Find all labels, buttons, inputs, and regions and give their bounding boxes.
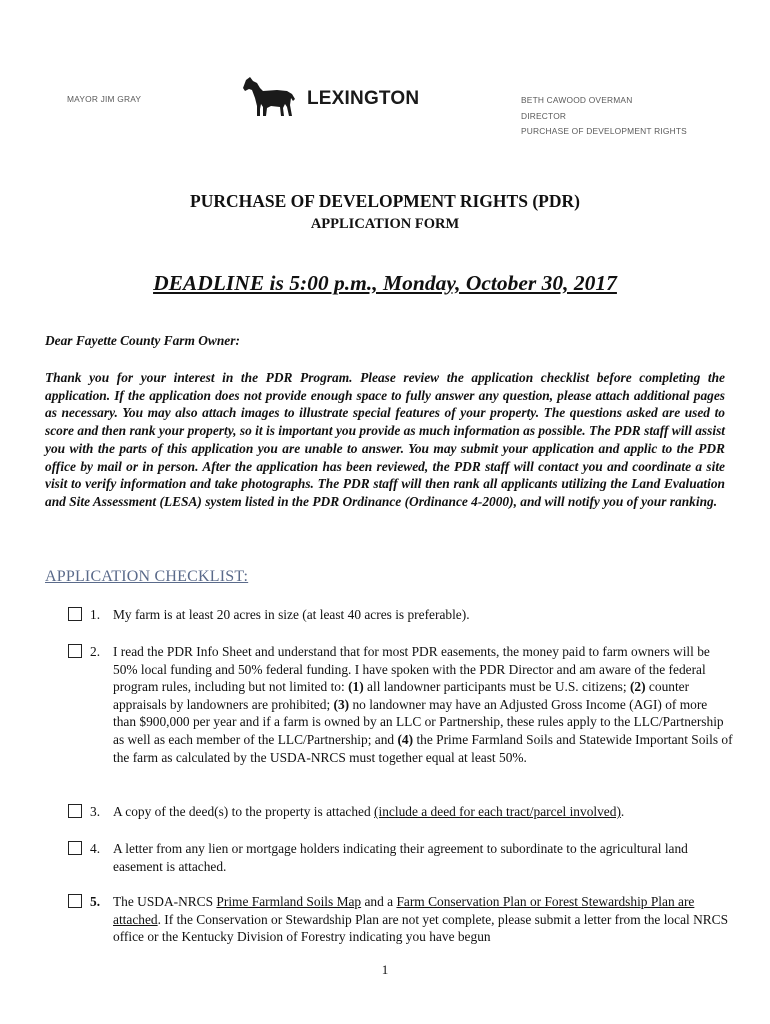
department-name: PURCHASE OF DEVELOPMENT RIGHTS	[521, 126, 687, 136]
item-text: A copy of the deed(s) to the property is attached (include a deed for each tract/parcel involved).	[113, 804, 625, 819]
logo-wordmark: LEXINGTON	[307, 88, 420, 109]
mayor-name: MAYOR JIM GRAY	[67, 94, 142, 104]
horse-icon	[241, 74, 301, 120]
document-title: PURCHASE OF DEVELOPMENT RIGHTS (PDR)	[190, 191, 580, 211]
deadline-notice: DEADLINE is 5:00 p.m., Monday, October 30, 2017	[153, 271, 617, 295]
item-number: 1.	[90, 607, 101, 622]
director-block	[521, 93, 687, 140]
checkbox-item-3[interactable]	[68, 804, 82, 818]
checklist-heading: APPLICATION CHECKLIST:	[45, 568, 249, 585]
checkbox-item-5[interactable]	[68, 894, 82, 908]
checkbox-item-2[interactable]	[68, 644, 82, 658]
director-name: BETH CAWOOD OVERMAN	[521, 95, 633, 105]
page-number: 1	[381, 962, 389, 977]
checkbox-item-4[interactable]	[68, 841, 82, 855]
salutation: Dear Fayette County Farm Owner:	[45, 333, 240, 348]
item-text: A letter from any lien or mortgage holders indicating their agreement to subordinate to the agricultural land easement is attached.	[113, 841, 688, 874]
director-title: DIRECTOR	[521, 110, 567, 121]
item-text: I read the PDR Info Sheet and understand that for most PDR easements, the money paid to farm owners will be 50% local funding and 50% federal funding. I have spoken with the PDR Director and am aware of the federal program rules, including but not limited to: (1) all landowner participants must be U.S. citizens; (2) counter appraisals by landowners are prohibited; (3) no landowner may have an Adjusted Gross Income (AGI) of more than $900,000 per year and if a farm is owned by an LLC or Partnership, these rules apply to the LLC/Partnership as well as each member of the LLC/Partnership; and (4) the Prime Farmland Soils and Statewide Important Soils of the farm as calculated by the USDA-NRCS must together equal at least 50%.	[113, 644, 733, 765]
item-number: 4.	[90, 841, 101, 856]
checkbox-item-1[interactable]	[68, 607, 82, 621]
item-text: The USDA-NRCS Prime Farmland Soils Map and a Farm Conservation Plan or Forest Stewardship Plan are attached. If the Conservation or Stewardship Plan are not yet complete, please submit a letter from the local NRCS office or the Kentucky Division of Forestry indicating you have begun	[113, 894, 729, 945]
intro-paragraph: Thank you for your interest in the PDR Program. Please review the application checklist before completing the application. If the application does not provide enough space to fully answer any question, please attach additional pages as necessary. You may also attach images to illustrate special features of your property. The questions asked are used to score and then rank your property, so it is important you provide as much information as possible. The PDR staff will assist you with the parts of this application you are unable to answer. You may submit your application and applic to the PDR office by mail or in person. After the application has been reviewed, the PDR staff will contact you and coordinate a site visit to verify information and take photographs. The PDR staff will then rank all applicants utilizing the Land Evaluation and Site Assessment (LESA) system listed in the PDR Ordinance (Ordinance 4-2000), and will notify you of your ranking.	[45, 370, 725, 509]
item-text: My farm is at least 20 acres in size (at least 40 acres is preferable).	[113, 607, 470, 622]
lexington-logo	[241, 74, 441, 120]
item-number: 3.	[90, 804, 101, 819]
item-number: 2.	[90, 644, 101, 659]
document-subtitle: APPLICATION FORM	[310, 216, 460, 232]
item-number: 5.	[90, 894, 101, 909]
